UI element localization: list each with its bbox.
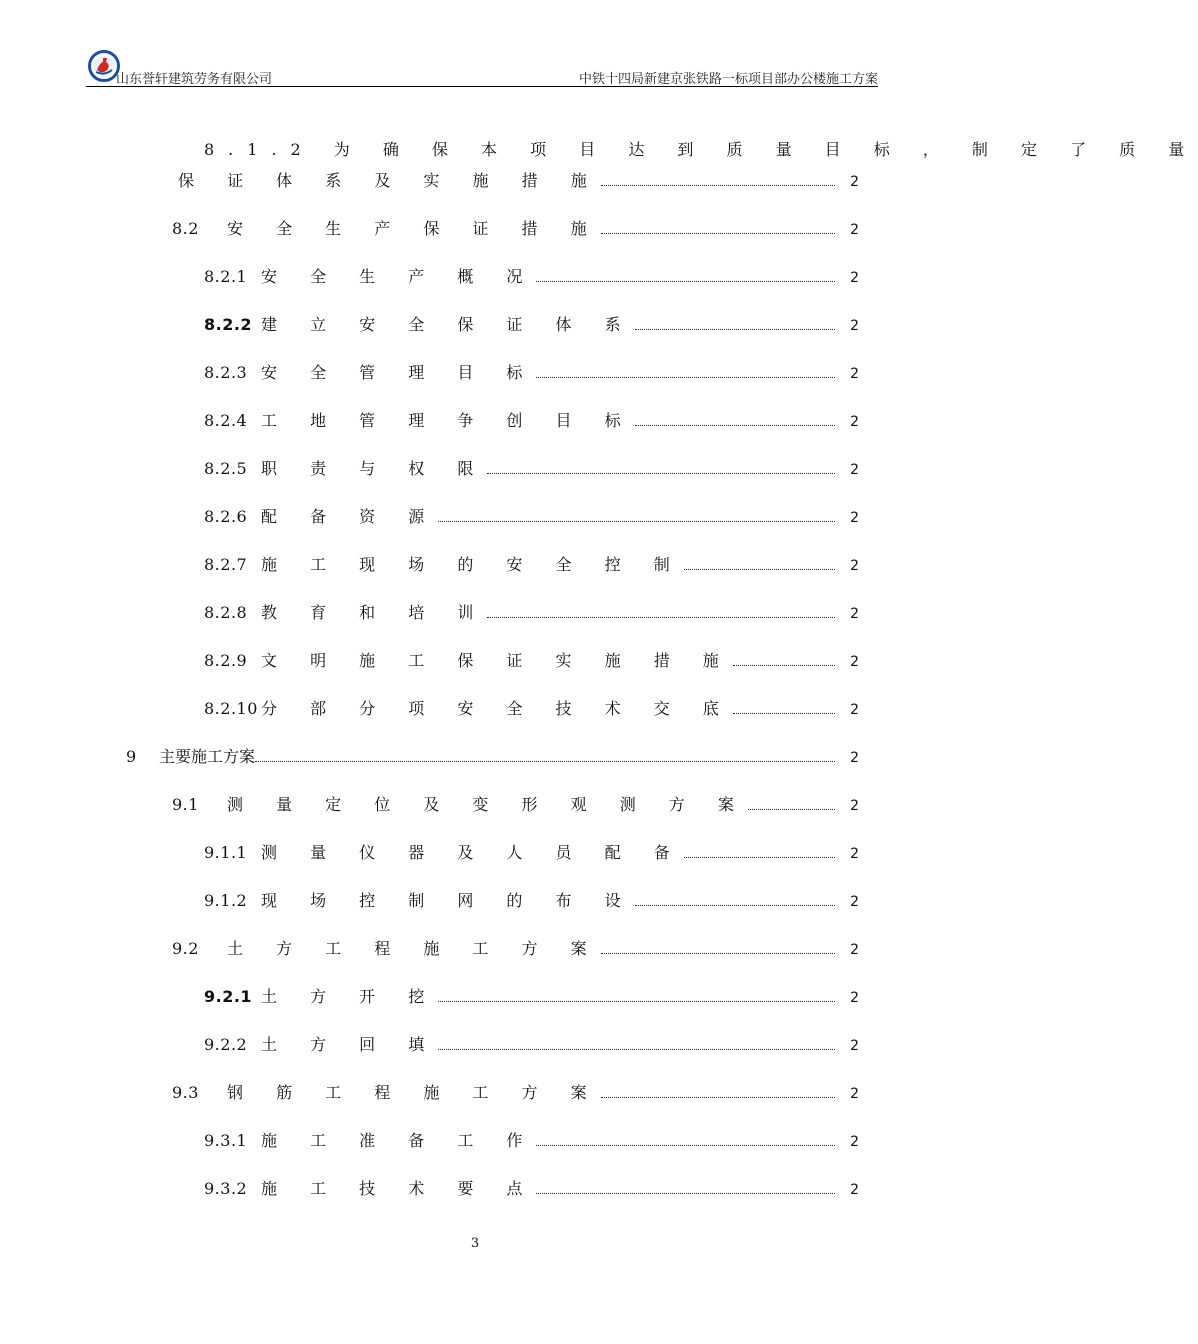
toc-entry[interactable] <box>172 216 859 238</box>
toc-entry-title: 安 全 管 理 目 标 <box>261 363 537 382</box>
toc-page-number: 2 <box>850 990 859 1006</box>
page-header <box>86 44 878 90</box>
toc-entry[interactable] <box>204 312 859 334</box>
toc-page-number: 2 <box>850 606 859 622</box>
toc-entry[interactable] <box>172 1080 859 1102</box>
toc-entry-title: 配 备 资 源 <box>261 507 439 526</box>
toc-page-number: 2 <box>850 1134 859 1150</box>
toc-entry-title: 职 责 与 权 限 <box>261 459 488 478</box>
toc-page-number: 2 <box>850 942 859 958</box>
toc-page-number: 2 <box>850 1182 859 1198</box>
toc-entry-number: 8.2.5 <box>204 459 248 478</box>
toc-page-number: 2 <box>850 846 859 862</box>
toc-entry-title: 保 证 体 系 及 实 施 措 施 <box>178 171 601 190</box>
toc-entry-title: 工 地 管 理 争 创 目 标 <box>261 411 635 430</box>
toc-page-number: 2 <box>850 510 859 526</box>
toc-entry-title: 安 全 生 产 概 况 <box>261 267 537 286</box>
toc-page-number: 2 <box>850 174 859 190</box>
toc-leader <box>487 616 835 618</box>
toc-entry-number: 9.1.2 <box>204 891 248 910</box>
toc-entry-title: 土 方 开 挖 <box>261 987 439 1006</box>
toc-entry-title: 现 场 控 制 网 的 布 设 <box>261 891 635 910</box>
toc-entry-number: 9.1 <box>172 795 199 814</box>
toc-entry-number: 9.3 <box>172 1083 199 1102</box>
toc-entry-title: 建 立 安 全 保 证 体 系 <box>261 315 635 334</box>
project-title: 中铁十四局新建京张铁路一标项目部办公楼施工方案 <box>578 72 878 87</box>
toc-entry-number: 9.3.2 <box>204 1179 248 1198</box>
toc-entry-number: 9.2.2 <box>204 1035 248 1054</box>
toc-leader <box>635 904 835 906</box>
toc-entry[interactable] <box>172 792 859 814</box>
toc-page-number: 2 <box>850 462 859 478</box>
toc-entry-title: 测 量 定 位 及 变 形 观 测 方 案 <box>227 795 748 814</box>
toc-entry-number: 8.2.7 <box>204 555 248 574</box>
toc-entry-number: 9.2 <box>172 939 199 958</box>
toc-leader <box>684 856 835 858</box>
company-name: 山东誉轩建筑劳务有限公司 <box>116 72 273 87</box>
toc-entry-number: 9.2.1 <box>204 987 253 1006</box>
toc-page-number: 2 <box>850 558 859 574</box>
toc-entry-number: 9 <box>126 747 137 766</box>
toc-entry[interactable] <box>204 408 859 430</box>
toc-leader <box>536 1192 835 1194</box>
toc-entry-title: 施 工 准 备 工 作 <box>261 1131 537 1150</box>
toc-entry-number: 8.2.4 <box>204 411 248 430</box>
toc-entry[interactable] <box>204 1176 859 1198</box>
header-rule <box>86 86 878 87</box>
toc-entry-title: 文 明 施 工 保 证 实 施 措 施 <box>261 651 733 670</box>
toc-leader <box>601 184 835 186</box>
toc-leader <box>438 520 835 522</box>
toc-page-number: 2 <box>850 318 859 334</box>
toc-entry[interactable] <box>204 1128 859 1150</box>
toc-page-number: 2 <box>850 414 859 430</box>
toc-entry-title: 测 量 仪 器 及 人 员 配 备 <box>261 843 684 862</box>
toc-leader <box>684 568 835 570</box>
toc-leader <box>601 952 835 954</box>
toc-entry-number: 9.1.1 <box>204 843 248 862</box>
toc-leader <box>733 664 835 666</box>
toc-entry[interactable] <box>204 360 859 382</box>
toc-entry-title: 施 工 技 术 要 点 <box>261 1179 537 1198</box>
toc-page-number: 2 <box>850 654 859 670</box>
toc-leader <box>733 712 835 714</box>
toc-page-number: 2 <box>850 702 859 718</box>
toc-leader <box>748 808 835 810</box>
toc-entry-number: 8.2 <box>172 219 199 238</box>
toc-entry-number: 8.2.10 <box>204 699 258 718</box>
toc-leader <box>487 472 835 474</box>
toc-entry-title: 分 部 分 项 安 全 技 术 交 底 <box>261 699 733 718</box>
toc-leader <box>601 232 835 234</box>
toc-entry-title: 钢 筋 工 程 施 工 方 案 <box>227 1083 601 1102</box>
toc-page-number: 2 <box>850 1038 859 1054</box>
toc-entry-number: 8.2.8 <box>204 603 248 622</box>
toc-entry-number: 8.2.1 <box>204 267 248 286</box>
toc-entry-8-1-2[interactable] <box>178 168 859 190</box>
toc-entry-title: 主要施工方案 <box>159 747 256 766</box>
toc-leader <box>536 376 835 378</box>
toc-entry[interactable] <box>204 1032 859 1054</box>
toc-leader <box>255 760 835 762</box>
toc-page-number: 2 <box>850 222 859 238</box>
toc-entry-8-1-2-line1: 8.1.2 为 确 保 本 项 目 达 到 质 量 目 标 ， 制 定 了 质 量 <box>204 140 1198 159</box>
toc-page-number: 2 <box>850 366 859 382</box>
toc-leader <box>635 424 835 426</box>
toc-page-number: 2 <box>850 750 859 766</box>
toc-entry[interactable] <box>204 456 859 478</box>
toc-entry[interactable] <box>204 888 859 910</box>
toc-leader <box>601 1096 835 1098</box>
toc-entry[interactable] <box>204 504 859 526</box>
toc-entry[interactable] <box>204 552 859 574</box>
toc-leader <box>438 1048 835 1050</box>
toc-entry-title: 施 工 现 场 的 安 全 控 制 <box>261 555 684 574</box>
toc-entry-chapter[interactable] <box>126 744 859 766</box>
toc-entry-title: 土 方 回 填 <box>261 1035 439 1054</box>
toc-entry-number: 8.2.3 <box>204 363 248 382</box>
toc-leader <box>635 328 835 330</box>
toc-leader <box>536 280 835 282</box>
toc-entry-number: 8.2.9 <box>204 651 248 670</box>
toc-page-number: 2 <box>850 894 859 910</box>
toc-entry-number: 9.3.1 <box>204 1131 248 1150</box>
toc-page-number: 2 <box>850 270 859 286</box>
toc-entry-number: 8.2.6 <box>204 507 248 526</box>
toc-entry[interactable] <box>204 840 859 862</box>
toc-entry-title: 安 全 生 产 保 证 措 施 <box>227 219 601 238</box>
toc-entry-number: 8.2.2 <box>204 315 253 334</box>
toc-entry[interactable] <box>204 696 859 718</box>
toc-page-number: 2 <box>850 798 859 814</box>
toc-entry[interactable] <box>172 936 859 958</box>
toc-entry[interactable] <box>204 648 859 670</box>
toc-leader <box>536 1144 835 1146</box>
toc-entry[interactable] <box>204 600 859 622</box>
page-number: 3 <box>470 1236 480 1251</box>
toc-entry-title: 土 方 工 程 施 工 方 案 <box>227 939 601 958</box>
toc-leader <box>438 1000 835 1002</box>
toc-entry[interactable] <box>204 264 859 286</box>
toc-entry[interactable] <box>204 984 859 1006</box>
toc-entry-title: 教 育 和 培 训 <box>261 603 488 622</box>
toc-page-number: 2 <box>850 1086 859 1102</box>
